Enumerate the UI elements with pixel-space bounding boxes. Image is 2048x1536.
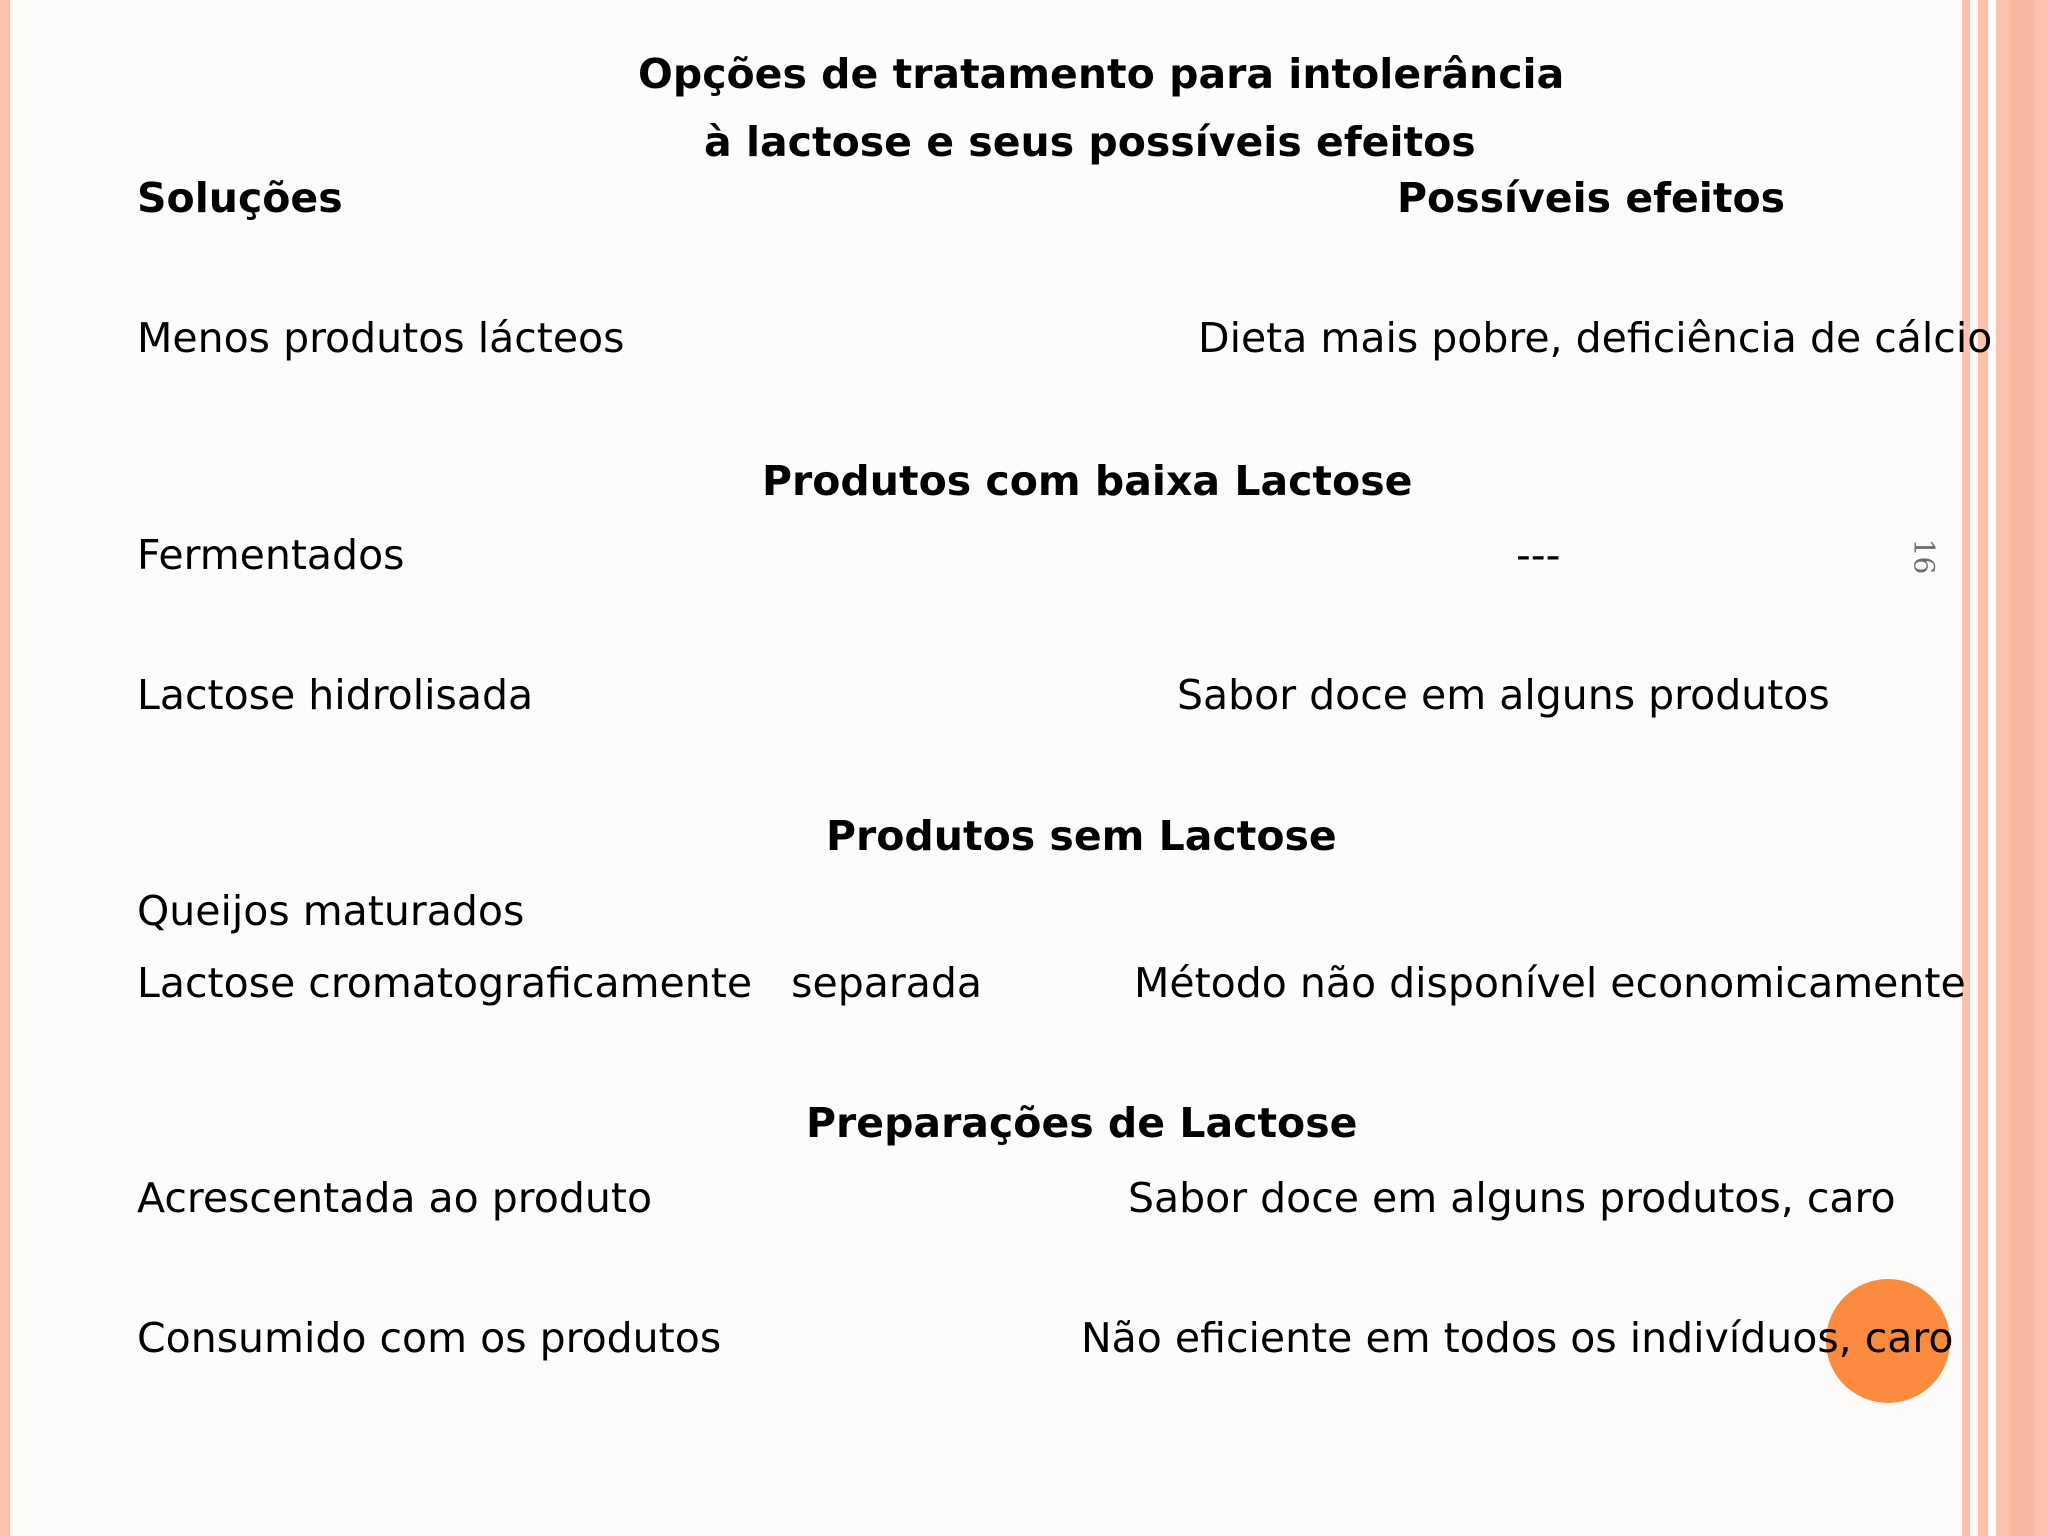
solution-queijos-maturados: Queijos maturados <box>137 887 525 935</box>
solution-menos-lacteos: Menos produtos lácteos <box>137 314 625 362</box>
slide-title-line-2: à lactose e seus possíveis efeitos <box>704 118 1476 166</box>
column-header-solutions: Soluções <box>137 174 343 222</box>
section-heading-baixa-lactose: Produtos com baixa Lactose <box>762 457 1413 505</box>
effect-acrescentada: Sabor doce em alguns produtos, caro <box>1128 1174 1896 1222</box>
solution-fermentados: Fermentados <box>137 531 405 579</box>
effect-fermentados: --- <box>1516 531 1561 579</box>
slide-title-line-1: Opções de tratamento para intolerância <box>638 50 1565 98</box>
right-border-stripe-2 <box>1978 0 1988 1536</box>
solution-acrescentada: Acrescentada ao produto <box>137 1174 653 1222</box>
solution-lactose-cromatografica: Lactose cromatograficamente separada <box>137 959 983 1007</box>
column-header-effects: Possíveis efeitos <box>1397 174 1786 222</box>
left-border-stripe <box>0 0 10 1536</box>
right-border-stripe-inner <box>2010 0 2034 1536</box>
effect-lactose-hidrolisada: Sabor doce em alguns produtos <box>1177 671 1830 719</box>
effect-lactose-cromatografica: Método não disponível economicamente <box>1134 959 1966 1007</box>
section-heading-preparacoes: Preparações de Lactose <box>806 1099 1358 1147</box>
section-heading-sem-lactose: Produtos sem Lactose <box>826 812 1337 860</box>
effect-consumido: Não eficiente em todos os indivíduos, caro <box>1081 1314 1954 1362</box>
solution-lactose-hidrolisada: Lactose hidrolisada <box>137 671 534 719</box>
right-border-stripe-1 <box>1962 0 1970 1536</box>
page-number: 16 <box>1907 538 1941 575</box>
effect-menos-lacteos: Dieta mais pobre, deficiência de cálcio <box>1198 314 1993 362</box>
solution-consumido: Consumido com os produtos <box>137 1314 722 1362</box>
